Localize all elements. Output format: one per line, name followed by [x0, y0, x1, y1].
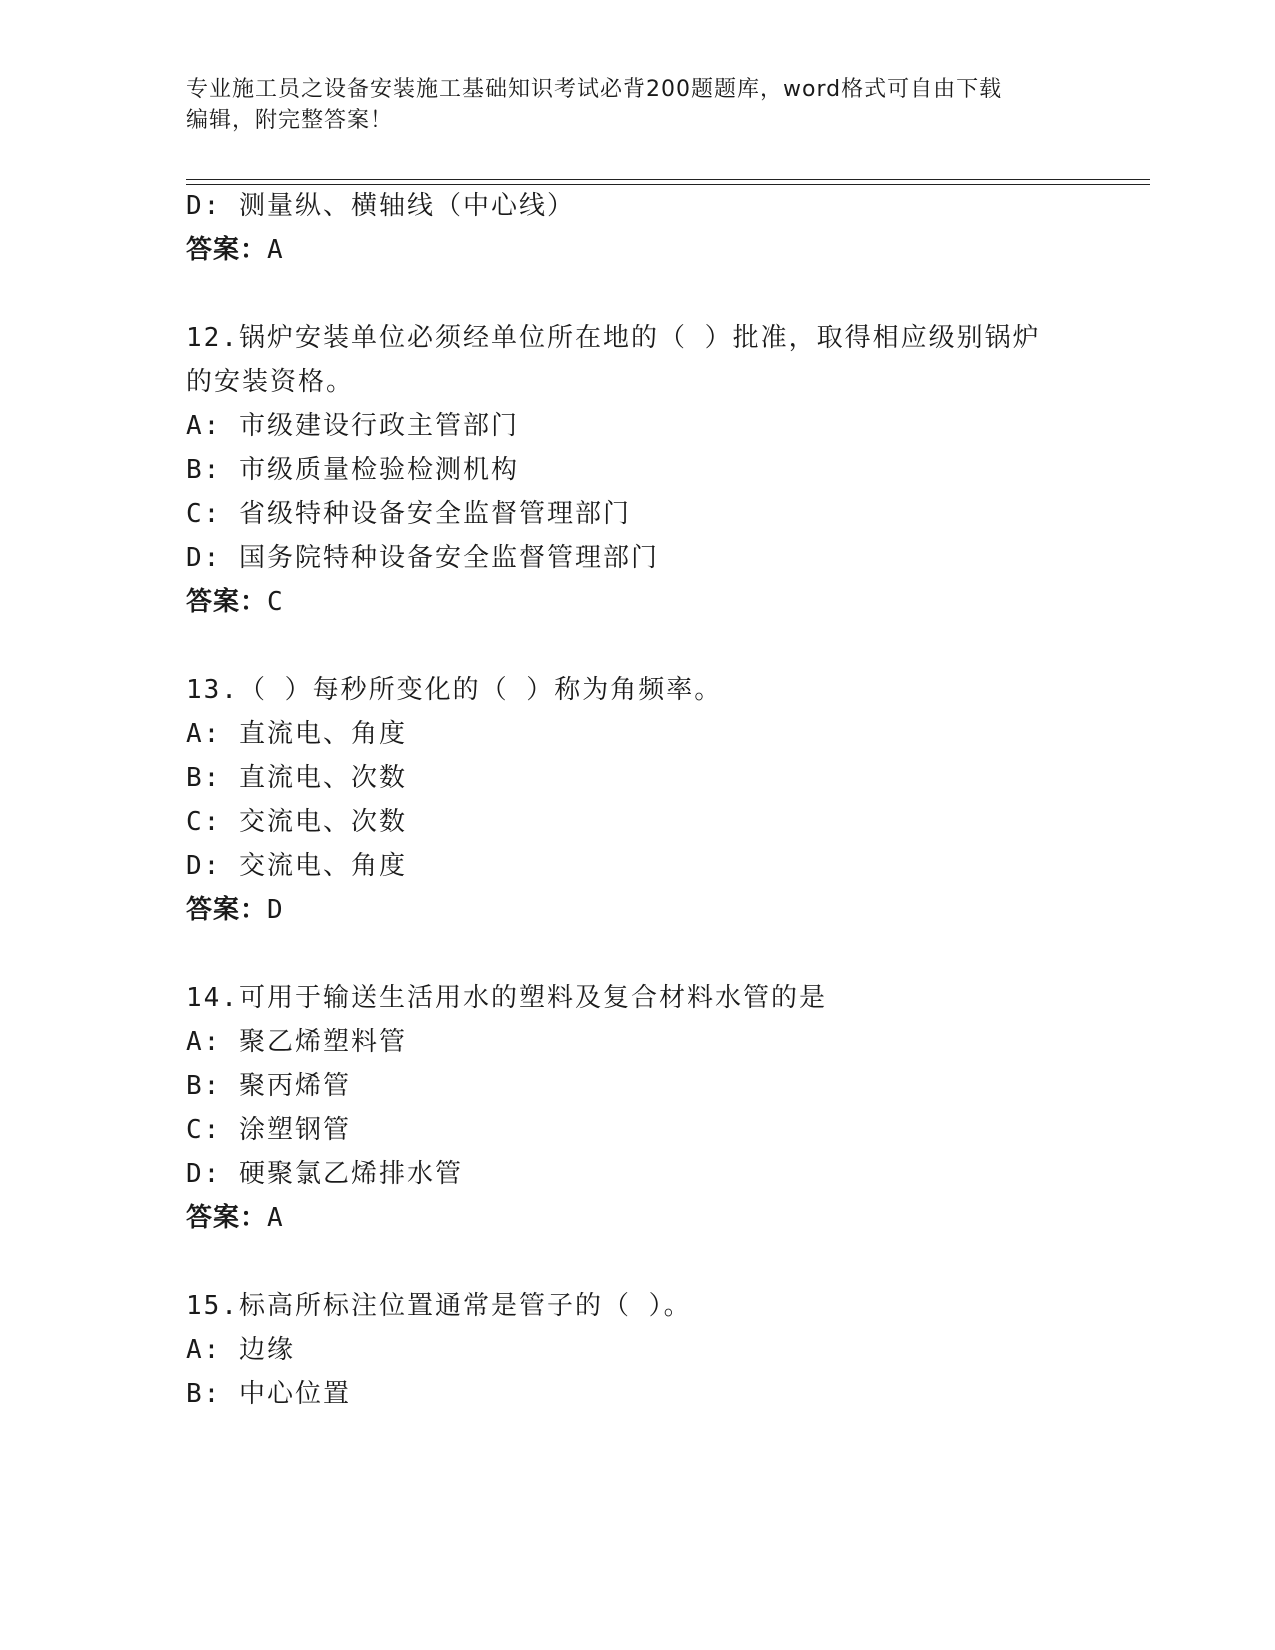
q11-option-d: D: 测量纵、横轴线（中心线） [186, 191, 575, 221]
q13-option-b: B: 直流电、次数 [186, 763, 407, 793]
q12-answer [186, 584, 284, 620]
q15-option-b: B: 中心位置 [186, 1379, 351, 1409]
q12-answer-label: 答案： [186, 587, 268, 617]
q13-answer-value: D [267, 895, 284, 925]
q12-answer-value: C [267, 587, 284, 617]
q11-answer [186, 232, 284, 268]
q14-answer-label: 答案： [186, 1203, 268, 1233]
q14-option-d: D: 硬聚氯乙烯排水管 [186, 1159, 463, 1189]
q14-option-b: B: 聚丙烯管 [186, 1071, 351, 1101]
q14-answer [186, 1200, 284, 1236]
q15-stem-line1: 15.标高所标注位置通常是管子的（ ）。 [186, 1291, 692, 1321]
header-title-line1: 专业施工员之设备安装施工基础知识考试必背200题题库，word格式可自由下载 [186, 77, 1003, 102]
q11-answer-value: A [267, 235, 284, 265]
q14-stem-line1: 14.可用于输送生活用水的塑料及复合材料水管的是 [186, 983, 827, 1013]
document-header [186, 74, 1086, 136]
q12-stem-line2: 的安装资格。 [186, 367, 355, 397]
q13-option-d: D: 交流电、角度 [186, 851, 407, 881]
q13-stem-line1: 13.（ ）每秒所变化的（ ）称为角频率。 [186, 675, 723, 705]
q15-option-a: A: 边缘 [186, 1335, 295, 1365]
q14-answer-value: A [267, 1203, 284, 1233]
q13-answer-label: 答案： [186, 895, 268, 925]
q13-option-a: A: 直流电、角度 [186, 719, 407, 749]
q12-option-b: B: 市级质量检验检测机构 [186, 455, 519, 485]
header-divider-bottom [186, 184, 1150, 185]
q11-answer-label: 答案： [186, 235, 268, 265]
header-divider-top [186, 179, 1150, 180]
q14-option-c: C: 涂塑钢管 [186, 1115, 351, 1145]
q13-answer [186, 892, 284, 928]
q14-option-a: A: 聚乙烯塑料管 [186, 1027, 407, 1057]
q12-option-d: D: 国务院特种设备安全监督管理部门 [186, 543, 659, 573]
header-title-line2: 编辑，附完整答案！ [186, 108, 394, 133]
q12-option-a: A: 市级建设行政主管部门 [186, 411, 519, 441]
q12-option-c: C: 省级特种设备安全监督管理部门 [186, 499, 631, 529]
q12-stem-line1: 12.锅炉安装单位必须经单位所在地的（ ）批准，取得相应级别锅炉 [186, 323, 1041, 353]
q13-option-c: C: 交流电、次数 [186, 807, 407, 837]
